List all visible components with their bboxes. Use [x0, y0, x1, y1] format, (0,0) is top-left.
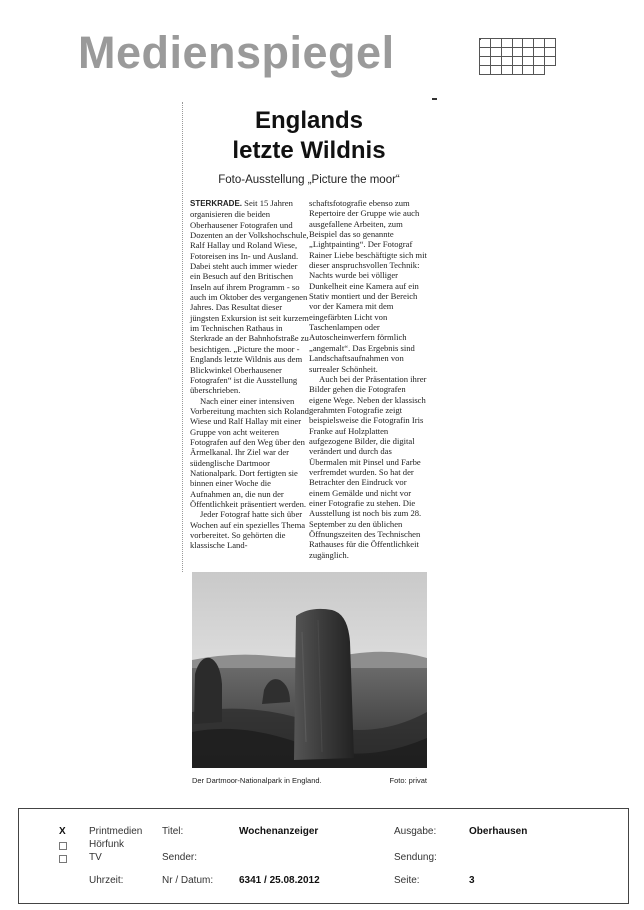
article-column-1	[190, 198, 310, 551]
caption-text: Der Dartmoor-Nationalpark in England.	[192, 776, 322, 785]
titel-label: Titel:	[162, 826, 184, 837]
tv-checkbox	[59, 855, 67, 863]
article-paragraph-5: Auch bei der Präsentation ihrer Bilder gehen die Fotografen eigene Wege. Neben der klassisch gerahmten Fotografie zeigt beispielsweise die Fotografin Iris Franke auf Holzplatten aufgezogene Bilder, die digital verändert und durch das Übermalen mit Pinsel und Farbe verfremdet wurden. So hat der Betrachter den Eindruck vor einem Gemälde und nicht vor einer Fotografie zu stehen. Die Ausstellung ist noch bis zum 28. September zu den üblichen Öffnungszeiten des Technischen Rathauses für die Öffentlichkeit zugänglich.	[309, 373, 427, 560]
article-subheadline: Foto-Ausstellung „Picture the moor“	[218, 174, 400, 186]
printmedien-checkbox: X	[59, 826, 66, 837]
titel-value: Wochenanzeiger	[239, 826, 319, 837]
dateline: STERKRADE.	[190, 199, 243, 208]
headline-line-2: letzte Wildnis	[232, 137, 386, 164]
ausgabe-value: Oberhausen	[469, 826, 528, 837]
ausgabe-label: Ausgabe:	[394, 826, 437, 837]
clipping-edge-line	[182, 102, 184, 572]
sender-label: Sender:	[162, 852, 198, 863]
article-paragraph-1	[190, 198, 310, 396]
photo-credit: Foto: privat	[389, 776, 427, 785]
photo-caption	[192, 776, 427, 785]
seite-value: 3	[469, 875, 475, 886]
tv-label: TV	[89, 852, 102, 863]
nr-datum-value: 6341 / 25.08.2012	[239, 875, 320, 886]
hoerfunk-label: Hörfunk	[89, 839, 125, 850]
article-headline	[190, 106, 428, 166]
page-location-grid-icon	[479, 38, 556, 75]
hoerfunk-checkbox	[59, 842, 67, 850]
article-paragraph-3: Jeder Fotograf hatte sich über Wochen auf ein spezielles Thema vorbereitet. So gehörten die klassische Land-	[190, 509, 306, 551]
nr-datum-label: Nr / Datum:	[162, 875, 214, 886]
masthead-title: Medienspiegel	[78, 27, 395, 78]
seite-label: Seite:	[394, 875, 420, 886]
article-paragraph-4: schaftsfotografie ebenso zum Repertoire der Gruppe wie auch ausgefallene Arbeiten, zum Beispiel das so genannte „Lightpainting“. Der Fotograf Rainer Liebe beschäftigte sich mit dieser anspruchsvollen Technik: Nachts wurde bei völliger Dunkelheit eine Kamera auf ein Stativ montiert und der Bereich vor der Kamera mit dem eingefärbten Licht von Taschenlampen oder Autoscheinwerfern förmlich „angemalt“. Das Ergebnis sind Landschaftsaufnahmen von surrealer Schönheit.	[309, 198, 427, 374]
sendung-label: Sendung:	[394, 852, 437, 863]
scan-mark	[432, 98, 437, 100]
printmedien-label: Printmedien	[89, 826, 143, 837]
headline-line-1: Englands	[254, 107, 363, 134]
article-column-2	[309, 198, 429, 560]
media-info-form	[18, 808, 629, 904]
moor-photo	[192, 572, 427, 768]
paragraph-text: Seit 15 Jahren organisieren die beiden Oberhausener Fotografen und Dozenten an der Volkshochschule, Ralf Hallay und Roland Wiese, Fotoreisen ins In- und Ausland. Dabei steht auch immer wieder ein Besuch auf den Britischen Inseln auf ihrem Programm - so auch im Oktober des vergangenen Jahres. Das Resultat dieser jüngsten Exkursion ist seit kurzem im Technischen Rathaus in Sterkrade an der Bahnhofstraße zu besichtigen. „Picture the moor - Englands letzte Wildnis aus dem Blickwinkel Oberhausener Fotografen“ ist die Ausstellung überschrieben.	[190, 198, 309, 396]
article-paragraph-2: Nach einer einer intensiven Vorbereitung machten sich Roland Wiese und Ralf Hallay mit einer Gruppe von acht weiteren Fotografen auf den Weg über den Ärmelkanal. Ihr Ziel war der südenglische Dartmoor Nationalpark. Dort fertigten sie binnen einer Woche die Aufnahmen an, die nun der Öffentlichkeit präsentiert werden.	[190, 395, 309, 509]
uhrzeit-label: Uhrzeit:	[89, 875, 124, 886]
